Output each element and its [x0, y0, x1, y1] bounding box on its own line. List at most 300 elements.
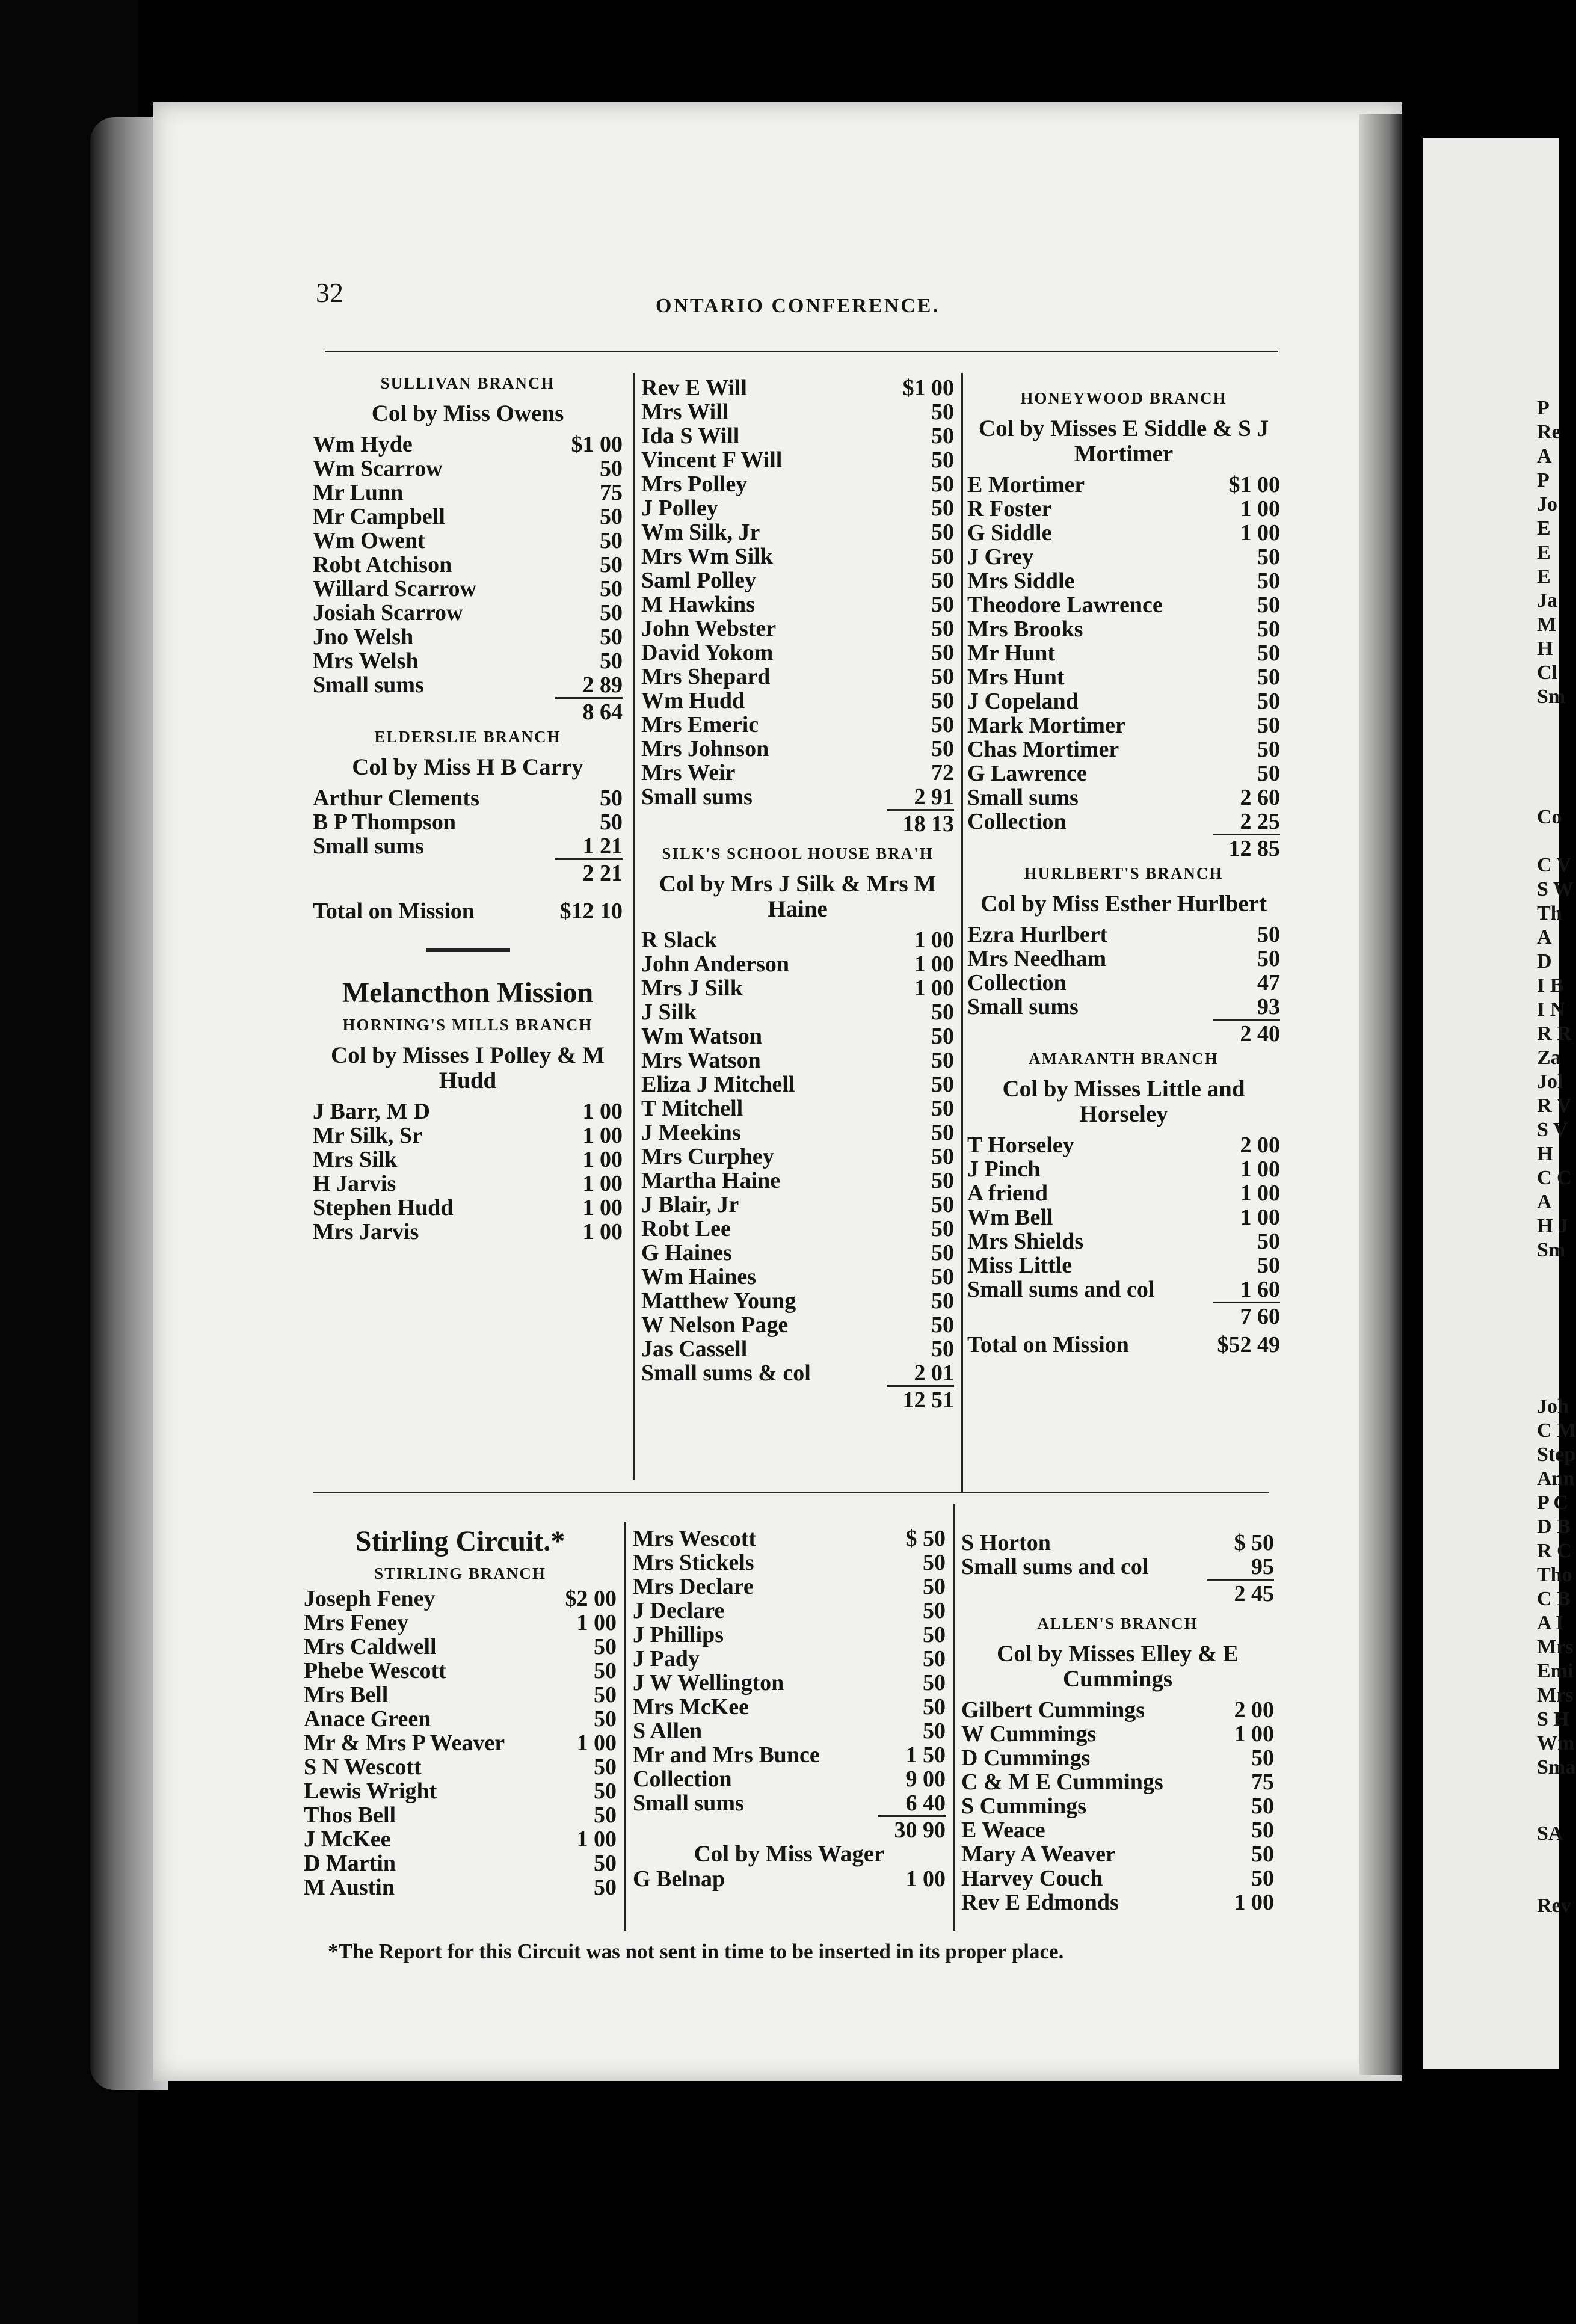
entry-name: Phebe Wescott	[304, 1658, 446, 1683]
amaranth-list	[967, 1133, 1280, 1302]
facing-page-text: Th	[1537, 902, 1562, 924]
entry-name: Collection	[967, 970, 1067, 995]
entry-amount: 1 60	[1240, 1277, 1280, 1302]
entry-row	[633, 1647, 946, 1671]
entry-name: Wm Haines	[641, 1264, 757, 1290]
entry-name: Mrs Needham	[967, 946, 1107, 971]
mid-rule	[313, 1492, 1269, 1493]
entry-row	[641, 1337, 954, 1361]
entry-row	[961, 1770, 1274, 1794]
entry-row	[304, 1755, 617, 1779]
entry-name: Mrs Shields	[967, 1229, 1084, 1254]
entry-name: G Haines	[641, 1240, 732, 1265]
entry-name: Miss Little	[967, 1253, 1073, 1278]
entry-name: Ida S Will	[641, 423, 740, 449]
entry-name: J Pady	[633, 1646, 700, 1671]
entry-name: Jno Welsh	[313, 624, 414, 650]
facing-page-text: Za	[1537, 1047, 1561, 1069]
entry-amount: 50	[931, 447, 954, 473]
entry-name: Wm Bell	[967, 1205, 1053, 1230]
entry-name: Mrs Hunt	[967, 665, 1065, 690]
entry-name: Mrs McKee	[633, 1694, 750, 1720]
facing-page-text: Jo	[1537, 493, 1557, 515]
entry-name: D Cummings	[961, 1745, 1091, 1771]
entry-name: J Grey	[967, 544, 1034, 570]
facing-page-text: Sma	[1537, 1756, 1576, 1778]
entry-row	[967, 521, 1280, 545]
circuit-title: Stirling Circuit.*	[355, 1525, 565, 1557]
entry-row	[641, 424, 954, 448]
entry-row	[633, 1623, 946, 1647]
entry-amount: 1 00	[1234, 1890, 1274, 1915]
entry-row	[967, 1133, 1280, 1157]
entry-name: W Cummings	[961, 1721, 1097, 1747]
entry-row	[304, 1851, 617, 1875]
entry-row	[967, 761, 1280, 785]
entry-row	[641, 400, 954, 424]
entry-amount: 50	[923, 1574, 946, 1599]
facing-page-text: E	[1537, 541, 1551, 564]
entry-row	[641, 1241, 954, 1265]
entry-amount: $2 00	[565, 1586, 617, 1611]
entry-row	[967, 1229, 1280, 1253]
entry-row	[967, 785, 1280, 810]
entry-row	[633, 1551, 946, 1575]
entry-name: S Allen	[633, 1718, 703, 1744]
entry-amount: 1 00	[905, 1866, 946, 1892]
entry-amount: 1 00	[582, 1171, 623, 1196]
entry-name: Small sums	[967, 994, 1079, 1019]
melancthon-list	[313, 1099, 623, 1244]
entry-name: Mrs Weir	[641, 760, 736, 785]
facing-page-text: Co	[1537, 806, 1562, 828]
facing-page-text: I N	[1537, 998, 1565, 1021]
stirling-column-3	[961, 1531, 1274, 1914]
entry-name: Jas Cassell	[641, 1336, 748, 1362]
entry-name: D Martin	[304, 1851, 396, 1876]
entry-row	[641, 785, 954, 809]
entry-name: Small sums	[641, 784, 753, 810]
facing-page-text: M	[1537, 613, 1557, 636]
entry-amount: 50	[931, 664, 954, 689]
subtotal: 2 21	[313, 858, 623, 885]
total-value: $12 10	[559, 899, 623, 924]
entry-name: Martha Haine	[641, 1168, 781, 1193]
entry-amount: 50	[1251, 1866, 1274, 1891]
silks-list	[641, 928, 954, 1385]
entry-amount: 50	[931, 1192, 954, 1217]
entry-row	[641, 641, 954, 665]
entry-amount: 50	[594, 1658, 617, 1683]
entry-row	[313, 1099, 623, 1124]
entry-name: E Mortimer	[967, 472, 1085, 497]
subtotal: 12 51	[641, 1385, 954, 1412]
entry-amount: 1 00	[1240, 1205, 1280, 1230]
total-label: Total on Mission	[313, 899, 475, 924]
entry-name: H Jarvis	[313, 1171, 396, 1196]
sullivan-list	[313, 432, 623, 697]
entry-name: Matthew Young	[641, 1288, 796, 1314]
elderslie-list	[313, 786, 623, 858]
entry-amount: 50	[1257, 592, 1280, 618]
branch-heading: SULLIVAN BRANCH	[380, 374, 555, 392]
entry-amount: 1 50	[905, 1742, 946, 1768]
entry-amount: 1 00	[576, 1730, 617, 1756]
entry-amount: 1 00	[576, 1827, 617, 1852]
entry-row	[313, 1148, 623, 1172]
entry-name: Mrs Bell	[304, 1682, 389, 1708]
entry-row	[641, 737, 954, 761]
entry-row	[967, 947, 1280, 971]
entry-row	[633, 1791, 946, 1815]
entry-row	[967, 971, 1280, 995]
entry-name: Small sums	[313, 672, 424, 698]
entry-amount: 50	[1257, 1229, 1280, 1254]
entry-row	[304, 1827, 617, 1851]
entry-row	[633, 1695, 946, 1719]
entry-amount: 50	[594, 1803, 617, 1828]
entry-name: E Weace	[961, 1818, 1045, 1843]
entry-row	[967, 617, 1280, 641]
entry-name: Josiah Scarrow	[313, 600, 463, 626]
entry-amount: $ 50	[905, 1526, 946, 1551]
top-rule	[325, 351, 1278, 352]
entry-amount: 50	[931, 640, 954, 665]
facing-page-text: R C	[1537, 1540, 1572, 1562]
entry-amount: 50	[1251, 1745, 1274, 1771]
separator-dash	[426, 948, 510, 952]
entry-row	[961, 1698, 1274, 1722]
entry-name: J Meekins	[641, 1120, 741, 1145]
subtotal: 7 60	[967, 1302, 1280, 1328]
entry-amount: 50	[931, 544, 954, 569]
entry-row	[641, 665, 954, 689]
entry-name: Mark Mortimer	[967, 713, 1125, 738]
entry-name: Mrs Johnson	[641, 736, 769, 761]
entry-name: Vincent F Will	[641, 447, 783, 473]
entry-name: Theodore Lawrence	[967, 592, 1163, 618]
entry-row	[967, 713, 1280, 737]
entry-name: Collection	[633, 1766, 732, 1792]
entry-row	[641, 1145, 954, 1169]
entry-row	[313, 577, 623, 601]
entry-name: Saml Polley	[641, 568, 757, 593]
entry-amount: 50	[931, 1264, 954, 1290]
branch-heading: HURLBERT'S BRANCH	[1024, 864, 1224, 882]
entry-row	[967, 737, 1280, 761]
entry-name: J Copeland	[967, 689, 1079, 714]
entry-name: Robt Lee	[641, 1216, 731, 1241]
entry-name: Ezra Hurlbert	[967, 922, 1108, 947]
entry-row	[313, 625, 623, 649]
entry-name: Thos Bell	[304, 1803, 396, 1828]
facing-page-text: Ja	[1537, 589, 1557, 612]
entry-row	[313, 810, 623, 834]
entry-amount: 50	[931, 1144, 954, 1169]
entry-name: Mrs Silk	[313, 1147, 398, 1172]
entry-name: Mrs Brooks	[967, 616, 1083, 642]
entry-name: Mrs Will	[641, 399, 729, 425]
entry-name: S Horton	[961, 1530, 1051, 1555]
entry-row	[304, 1587, 617, 1611]
entry-amount: 50	[1257, 922, 1280, 947]
entry-name: John Webster	[641, 616, 777, 641]
entry-amount: 50	[1257, 737, 1280, 762]
entry-amount: 1 00	[1240, 1157, 1280, 1182]
entry-amount: 2 91	[914, 784, 954, 810]
entry-amount: 50	[594, 1682, 617, 1708]
entry-name: Small sums & col	[641, 1360, 811, 1386]
entry-row	[641, 448, 954, 472]
entry-name: Mr & Mrs P Weaver	[304, 1730, 505, 1756]
entry-row	[304, 1731, 617, 1755]
entry-name: J Blair, Jr	[641, 1192, 739, 1217]
facing-page-fragment	[1423, 138, 1576, 2069]
entry-amount: 50	[1257, 713, 1280, 738]
entry-name: Mrs Wescott	[633, 1526, 757, 1551]
entry-amount: 50	[931, 688, 954, 713]
facing-page-text: S W	[1537, 878, 1574, 900]
entry-amount: 50	[923, 1694, 946, 1720]
entry-row	[641, 1193, 954, 1217]
entry-row	[313, 834, 623, 858]
hurlbert-list	[967, 923, 1280, 1019]
entry-row	[961, 1890, 1274, 1914]
entry-row	[313, 1172, 623, 1196]
entry-amount: 50	[931, 1096, 954, 1121]
entry-amount: 75	[1251, 1769, 1274, 1795]
entry-row	[641, 592, 954, 616]
entry-amount: 50	[931, 1168, 954, 1193]
entry-row	[967, 593, 1280, 617]
entry-row	[313, 553, 623, 577]
collector-line: Col by Misses I Polley & M Hudd	[331, 1042, 605, 1093]
branch-heading: STIRLING BRANCH	[374, 1564, 546, 1582]
entry-row	[304, 1803, 617, 1827]
entry-row	[304, 1635, 617, 1659]
stirling-column-2	[633, 1526, 946, 1891]
entry-amount: 6 40	[905, 1791, 946, 1816]
entry-row	[304, 1659, 617, 1683]
entry-row	[961, 1722, 1274, 1746]
entry-row	[313, 505, 623, 529]
facing-page-text: C M	[1537, 1419, 1576, 1442]
entry-amount: 50	[931, 399, 954, 425]
facing-page-text: C B	[1537, 1588, 1571, 1610]
entry-name: J Phillips	[633, 1622, 724, 1647]
stirling-list-1	[304, 1587, 617, 1899]
entry-name: A friend	[967, 1181, 1048, 1206]
subtotal: 2 40	[967, 1019, 1280, 1045]
entry-amount: 2 25	[1240, 809, 1280, 834]
facing-page-text: SA	[1537, 1822, 1563, 1845]
entry-amount: 50	[931, 592, 954, 617]
entry-row	[967, 569, 1280, 593]
entry-row	[313, 529, 623, 553]
entry-name: Wm Scarrow	[313, 456, 443, 481]
entry-name: Mrs Emeric	[641, 712, 759, 737]
entry-amount: 1 00	[582, 1099, 623, 1124]
entry-row	[641, 713, 954, 737]
entry-amount: 1 00	[582, 1147, 623, 1172]
entry-row	[304, 1611, 617, 1635]
column-rule-4	[953, 1504, 955, 1931]
entry-amount: 50	[1257, 665, 1280, 690]
facing-page-text: Ann	[1537, 1468, 1575, 1490]
entry-name: Mrs Stickels	[633, 1550, 754, 1575]
entry-amount: 2 00	[1234, 1697, 1274, 1723]
entry-amount: 50	[931, 1048, 954, 1073]
entry-row	[961, 1555, 1274, 1579]
stirling-column-1	[304, 1525, 617, 1899]
entry-amount: 50	[600, 648, 623, 674]
entry-row	[313, 1196, 623, 1220]
entry-row	[633, 1671, 946, 1695]
facing-page-text: H	[1537, 638, 1553, 660]
entry-amount: 50	[931, 1288, 954, 1314]
entry-amount: 50	[600, 552, 623, 577]
facing-page-text: C V	[1537, 854, 1571, 876]
stirling-list-2-last	[633, 1867, 946, 1891]
entry-row	[641, 1265, 954, 1289]
facing-page-text: Jol	[1537, 1071, 1563, 1093]
entry-row	[967, 545, 1280, 569]
entry-amount: 50	[931, 1336, 954, 1362]
column-1	[313, 370, 623, 1244]
entry-name: Mrs Jarvis	[313, 1219, 419, 1244]
entry-row	[967, 810, 1280, 834]
entry-name: S N Wescott	[304, 1754, 422, 1780]
entry-amount: 93	[1257, 994, 1280, 1019]
entry-name: John Anderson	[641, 951, 790, 977]
entry-row	[641, 1169, 954, 1193]
entry-name: Mrs Wm Silk	[641, 544, 773, 569]
facing-page-text: A	[1537, 926, 1552, 948]
entry-amount: 50	[1257, 761, 1280, 786]
subtotal: 30 90	[633, 1815, 946, 1842]
entry-amount: 1 00	[914, 927, 954, 953]
facing-page-text: Mrs	[1537, 1684, 1574, 1706]
allens-list	[961, 1698, 1274, 1914]
entry-amount: 50	[1257, 1253, 1280, 1278]
entry-row	[641, 761, 954, 785]
entry-row	[967, 995, 1280, 1019]
entry-row	[961, 1531, 1274, 1555]
facing-page-text: Wm	[1537, 1732, 1575, 1754]
mission-total	[313, 898, 623, 924]
entry-name: J Polley	[641, 496, 718, 521]
entry-name: Wm Owent	[313, 528, 425, 553]
entry-name: G Lawrence	[967, 761, 1087, 786]
page-curve-shadow	[1359, 114, 1402, 2075]
entry-name: Small sums	[633, 1791, 744, 1816]
entry-row	[967, 665, 1280, 689]
entry-row	[641, 1096, 954, 1120]
branch-heading: ALLEN'S BRANCH	[1037, 1614, 1198, 1632]
entry-row	[641, 568, 954, 592]
facing-page-text: E	[1537, 565, 1551, 588]
entry-name: Small sums and col	[967, 1277, 1155, 1302]
honeywood-list	[967, 473, 1280, 834]
subtotal: 12 85	[967, 834, 1280, 860]
entry-name: Mrs Caldwell	[304, 1634, 437, 1659]
entry-row	[313, 673, 623, 697]
entry-name: T Horseley	[967, 1133, 1074, 1158]
entry-row	[633, 1767, 946, 1791]
facing-page-text: Sm	[1537, 686, 1566, 708]
entry-amount: 2 00	[1240, 1133, 1280, 1158]
entry-name: Small sums	[967, 785, 1079, 810]
entry-amount: 50	[923, 1646, 946, 1671]
entry-row	[641, 1024, 954, 1048]
column-3	[967, 385, 1280, 1358]
entry-amount: 1 21	[582, 834, 623, 859]
total-label: Total on Mission	[967, 1332, 1129, 1357]
entry-amount: 75	[600, 480, 623, 505]
entry-amount: 50	[600, 624, 623, 650]
entry-name: Chas Mortimer	[967, 737, 1119, 762]
entry-amount: 50	[931, 1216, 954, 1241]
branch-heading: ELDERSLIE BRANCH	[374, 728, 561, 746]
entry-name: Stephen Hudd	[313, 1195, 454, 1220]
entry-amount: 1 00	[582, 1123, 623, 1148]
entry-row	[304, 1779, 617, 1803]
entry-amount: 50	[594, 1778, 617, 1804]
entry-name: Mr Lunn	[313, 480, 404, 505]
column-2	[641, 376, 954, 1412]
entry-name: B P Thompson	[313, 810, 456, 835]
entry-name: J Pinch	[967, 1157, 1041, 1182]
entry-amount: 72	[931, 760, 954, 785]
entry-name: David Yokom	[641, 640, 774, 665]
facing-page-text: A I	[1537, 1612, 1564, 1634]
entry-name: Mrs Curphey	[641, 1144, 774, 1169]
entry-name: Eliza J Mitchell	[641, 1072, 795, 1097]
entry-name: Mr and Mrs Bunce	[633, 1742, 820, 1768]
entry-amount: 50	[931, 496, 954, 521]
entry-amount: 1 00	[576, 1610, 617, 1635]
facing-page-text: A	[1537, 1191, 1552, 1213]
entry-row	[313, 432, 623, 456]
entry-row	[641, 544, 954, 568]
entry-name: Joseph Feney	[304, 1586, 436, 1611]
facing-page-text: D B	[1537, 1516, 1571, 1538]
entry-row	[641, 616, 954, 641]
collector-line: Col by Miss Owens	[371, 401, 564, 426]
entry-name: Anace Green	[304, 1706, 431, 1732]
entry-name: Wm Watson	[641, 1024, 762, 1049]
facing-page-text: Rev	[1537, 1895, 1571, 1917]
facing-page-text: Cl	[1537, 662, 1557, 684]
entry-row	[633, 1575, 946, 1599]
entry-row	[641, 1120, 954, 1145]
entry-row	[961, 1746, 1274, 1770]
entry-row	[641, 1361, 954, 1385]
entry-amount: 50	[923, 1598, 946, 1623]
entry-amount: 1 00	[1240, 496, 1280, 521]
facing-page-text: P	[1537, 397, 1550, 419]
book-gutter	[1402, 90, 1426, 2093]
entry-row	[641, 928, 954, 952]
entry-row	[641, 1313, 954, 1337]
facing-page-text: S H	[1537, 1708, 1569, 1730]
entry-name: Willard Scarrow	[313, 576, 476, 601]
facing-page-text: Sm	[1537, 1239, 1566, 1261]
entry-amount: 50	[600, 456, 623, 481]
entry-name: Mrs Watson	[641, 1048, 761, 1073]
entry-amount: 50	[600, 810, 623, 835]
facing-page-text: Tho	[1537, 1564, 1572, 1586]
